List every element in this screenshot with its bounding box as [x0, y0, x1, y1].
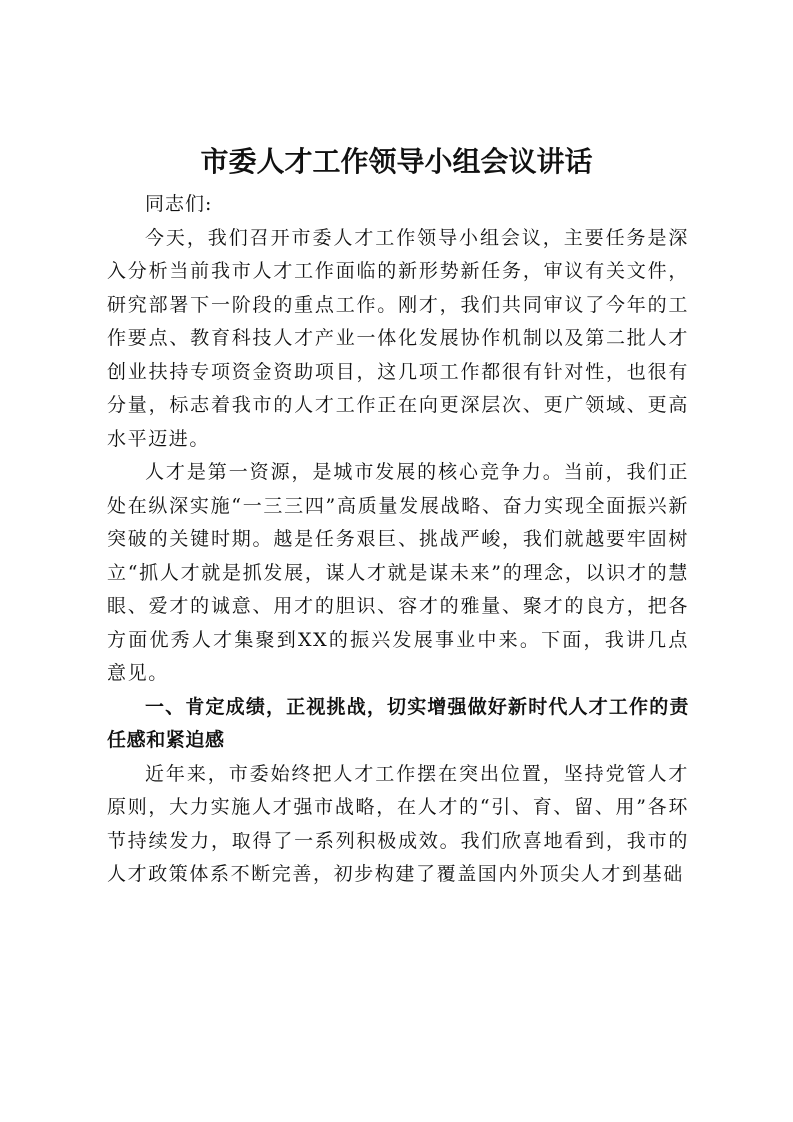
section-heading-1: 一、肯定成绩，正视挑战，切实增强做好新时代人才工作的责任感和紧迫感 — [107, 695, 689, 751]
salutation: 同志们: — [145, 193, 213, 215]
document-title: 市委人才工作领导小组会议讲话 — [200, 145, 593, 178]
document-body — [107, 188, 689, 892]
paragraph-opening: 今天，我们召开市委人才工作领导小组会议，主要任务是深入分析当前我市人才工作面临的新形势新任务，审议有关文件，研究部署下一阶段的重点工作。刚才，我们共同审议了今年的工作要点、教育科技人才产业一体化发展协作机制以及第二批人才创业扶持专项资金资助项目，这几项工作都很有针对性，也很有分量，标志着我市的人才工作正在向更深层次、更广领域、更高水平迈进。 — [107, 226, 689, 450]
paragraph-talent-importance: 人才是第一资源，是城市发展的核心竞争力。当前，我们正处在纵深实施“一三三四”高质量发展战略、奋力实现全面振兴新突破的关键时期。越是任务艰巨、挑战严峻，我们就越要牢固树立“抓人才就是抓发展，谋人才就是谋未来”的理念，以识才的慧眼、爱才的诚意、用才的胆识、容才的雅量、聚才的良方，把各方面优秀人才集聚到XX的振兴发展事业中来。下面，我讲几点意见。 — [107, 461, 689, 684]
paragraph-section-1: 近年来，市委始终把人才工作摆在突出位置，坚持党管人才原则，大力实施人才强市战略，在人才的“引、育、留、用”各环节持续发力，取得了一系列积极成效。我们欣喜地看到，我市的人才政策体系不断完善，初步构建了覆盖国内外顶尖人才到基础 — [107, 762, 689, 885]
